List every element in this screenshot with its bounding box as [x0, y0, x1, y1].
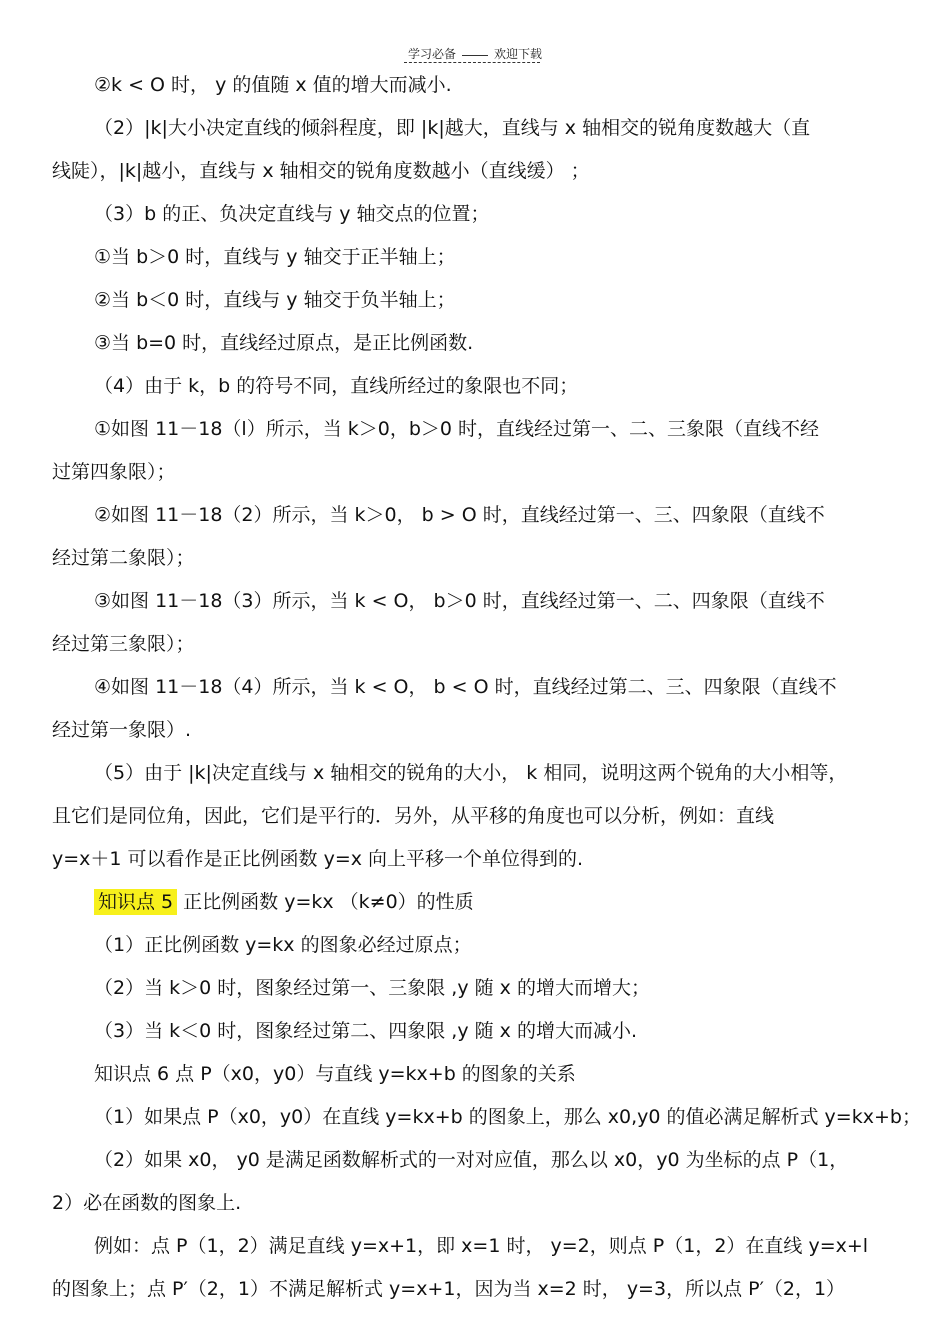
text-line	[52, 666, 892, 709]
text-line	[52, 150, 892, 193]
text-line	[52, 881, 892, 924]
text-line	[52, 1225, 892, 1268]
line-text: 过第四象限）；	[52, 461, 176, 483]
line-text: 2）必在函数的图象上.	[52, 1192, 242, 1214]
text-line	[52, 623, 892, 666]
document-body	[52, 64, 921, 1311]
text-line	[52, 967, 892, 1010]
line-text: ②如图 11－18（2）所示，当 k＞0， b > O 时，直线经过第一、三、四象限（直线不	[94, 504, 825, 526]
text-line	[52, 322, 892, 365]
text-line	[52, 795, 892, 838]
text-line	[52, 1010, 892, 1053]
line-text: ①如图 11－18（l）所示，当 k＞0，b＞0 时，直线经过第一、二、三象限（直线不经	[94, 418, 820, 440]
header-left-text: 学习必备	[407, 47, 456, 61]
text-line	[52, 1096, 921, 1139]
line-text: （1）如果点 P（x0，y0）在直线 y=kx+b 的图象上，那么 x0,y0 的值必满足解析式 y=kx+b；	[94, 1106, 921, 1128]
line-text: y=x＋1 可以看作是正比例函数 y=x 向上平移一个单位得到的.	[52, 848, 584, 870]
text-line	[52, 1139, 892, 1182]
line-text: 例如：点 P（1，2）满足直线 y=x+1，即 x=1 时， y=2，则点 P（1，2）在直线 y=x+l	[94, 1235, 869, 1257]
text-line	[52, 709, 892, 752]
page-header	[0, 45, 950, 62]
line-text: ①当 b＞0 时，直线与 y 轴交于正半轴上；	[94, 246, 456, 268]
text-line	[52, 279, 892, 322]
text-line	[52, 838, 892, 881]
line-text: 且它们是同位角，因此，它们是平行的．另外，从平移的角度也可以分析，例如：直线	[52, 805, 775, 827]
text-line	[52, 494, 892, 537]
line-text: 的图象上；点 P′（2，1）不满足解析式 y=x+1，因为当 x=2 时， y=3，所以点 P′（2，1）	[52, 1278, 846, 1300]
line-text: （2）|k|大小决定直线的倾斜程度，即 |k|越大，直线与 x 轴相交的锐角度数越大（直	[94, 117, 811, 139]
text-line	[52, 1268, 892, 1311]
text-line	[52, 1053, 892, 1096]
text-line	[52, 752, 892, 795]
line-text: （2）当 k＞0 时，图象经过第一、三象限 ,y 随 x 的增大而增大；	[94, 977, 650, 999]
line-text: 线陡），|k|越小，直线与 x 轴相交的锐角度数越小（直线缓） ；	[52, 160, 590, 182]
header-separator	[462, 55, 488, 56]
text-line	[52, 451, 892, 494]
text-line	[52, 236, 892, 279]
line-text: （5）由于 |k|决定直线与 x 轴相交的锐角的大小， k 相同，说明这两个锐角的大小相等，	[94, 762, 848, 784]
line-text: 经过第二象限）；	[52, 547, 195, 569]
text-line	[52, 408, 892, 451]
line-text: （1）正比例函数 y=kx 的图象必经过原点；	[94, 934, 472, 956]
header-rule	[404, 62, 540, 63]
text-line	[52, 1182, 892, 1225]
line-text: 知识点 6 点 P（x0，y0）与直线 y=kx+b 的图象的关系	[94, 1063, 576, 1085]
line-text: 经过第三象限）；	[52, 633, 195, 655]
line-text: ④如图 11－18（4）所示，当 k < O， b < O 时，直线经过第二、三、四象限（直线不	[94, 676, 837, 698]
highlighted-heading: 知识点 5	[94, 889, 177, 915]
line-text: ②当 b＜0 时，直线与 y 轴交于负半轴上；	[94, 289, 456, 311]
line-text: ③如图 11－18（3）所示，当 k < O， b＞0 时，直线经过第一、二、四象限（直线不	[94, 590, 825, 612]
text-line	[52, 107, 892, 150]
text-line	[52, 193, 892, 236]
line-text: （3）b 的正、负决定直线与 y 轴交点的位置；	[94, 203, 490, 225]
line-text: （2）如果 x0， y0 是满足函数解析式的一对对应值，那么以 x0，y0 为坐标的点 P（1，	[94, 1149, 849, 1171]
text-line	[52, 924, 892, 967]
line-text: （4）由于 k，b 的符号不同，直线所经过的象限也不同；	[94, 375, 579, 397]
line-text: （3）当 k＜0 时，图象经过第二、四象限 ,y 随 x 的增大而减小.	[94, 1020, 637, 1042]
text-line	[52, 64, 892, 107]
text-line	[52, 365, 892, 408]
line-text: ③当 b=0 时，直线经过原点，是正比例函数.	[94, 332, 474, 354]
header-right-text: 欢迎下载	[494, 47, 543, 61]
line-text: 正比例函数 y=kx （k≠0）的性质	[177, 891, 474, 913]
text-line	[52, 537, 892, 580]
line-text: 经过第一象限）.	[52, 719, 192, 741]
text-line	[52, 580, 892, 623]
line-text: ②k < O 时， y 的值随 x 值的增大而减小.	[94, 74, 452, 96]
